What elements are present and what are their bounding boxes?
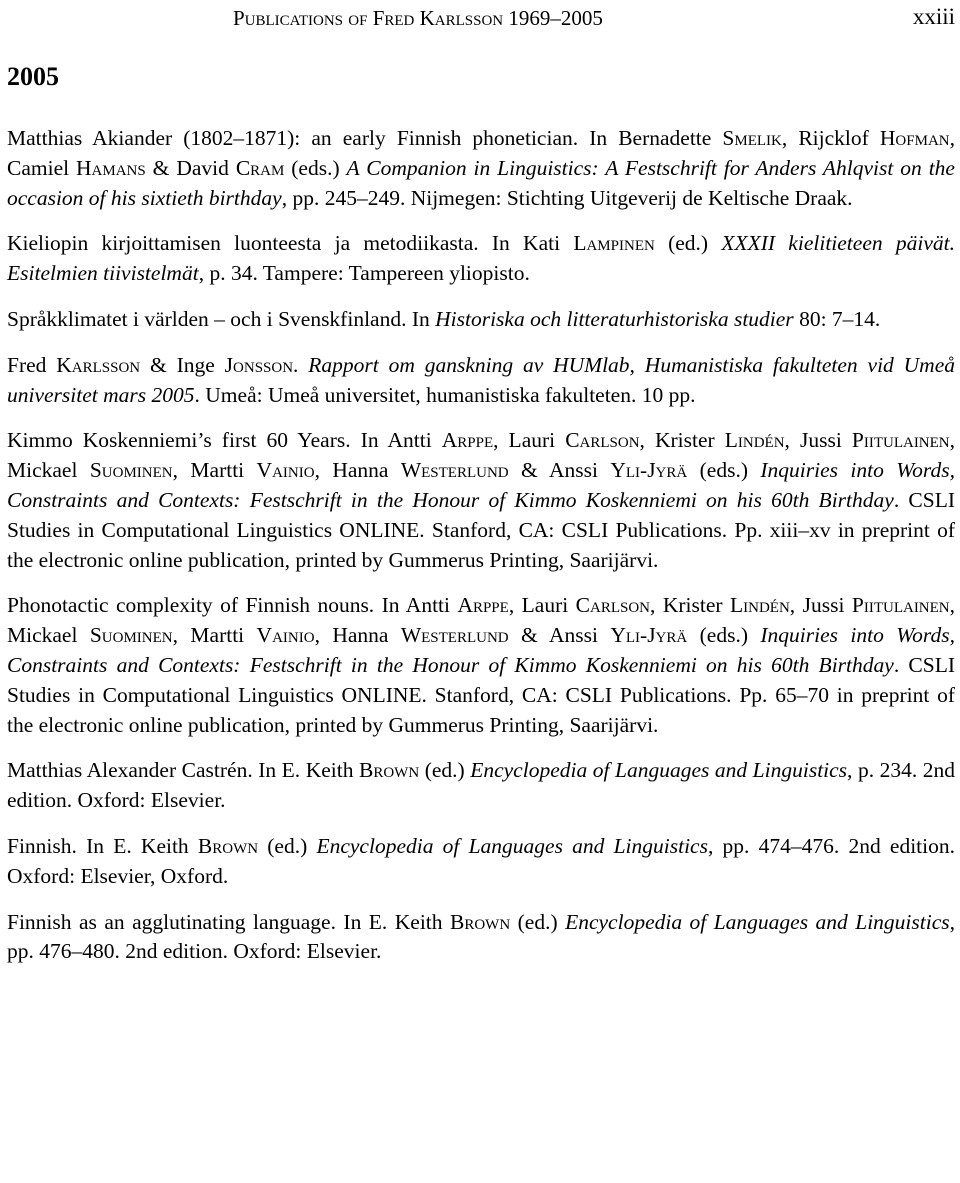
bibliography-entry-akiander — [7, 124, 955, 213]
entry-text: Kimmo Koskenniemi’s first 60 Years. In Antti — [7, 428, 442, 453]
bibliography-entry-sprakklimatet — [7, 305, 955, 335]
entry-text: , Mickael — [7, 428, 956, 483]
entry-title-italic: XXXII kielitieteen päivät. Esitelmien tiivistelmät — [7, 231, 955, 286]
entry-text: , Lauri — [493, 428, 566, 453]
author-surname: Hofman — [879, 126, 950, 150]
entry-text: (eds.) — [284, 155, 347, 180]
author-surname: Brown — [450, 909, 511, 934]
bibliography-entry-koskenniemi-60 — [7, 426, 955, 575]
author-surname: Arppe — [457, 593, 509, 618]
entry-text: , p. 234. 2nd edition. Oxford: Elsevier. — [7, 758, 956, 813]
entry-title-italic: Historiska och litteraturhistoriska studier — [435, 306, 794, 331]
entry-text: Matthias Akiander (1802–1871): an early Finnish phonetician. In Bernadette — [7, 126, 723, 150]
entry-text: , Rijcklof — [781, 126, 880, 150]
entry-text: . CSLI Studies in Computational Linguistics ONLINE. Stanford, CA: CSLI Publications. Pp. xiii–xv in preprint of the electronic online publication, printed by Gummerus Printing, Saarijärvi. — [7, 487, 956, 572]
author-surname: Carlson — [575, 593, 651, 618]
author-surname: Lampinen — [573, 231, 655, 256]
bibliography-entry-humlab — [7, 351, 955, 411]
author-surname: Lindén — [724, 428, 785, 453]
author-surname: Lindén — [729, 593, 790, 618]
entry-text: , Krister — [650, 593, 730, 618]
bibliography-entry-kieliopin — [7, 229, 955, 289]
entry-text: (ed.) — [258, 833, 317, 858]
bibliography-entry-finnish — [7, 832, 955, 892]
bibliography-entry-phonotactic — [7, 591, 955, 740]
entry-text: , pp. 476–480. 2nd edition. Oxford: Elsevier. — [7, 909, 955, 964]
author-surname: Vainio — [256, 623, 315, 648]
author-surname: Westerlund — [400, 458, 509, 483]
entry-text: , Jussi — [789, 593, 852, 618]
running-header-title: Publications of Fred Karlsson 1969–2005 — [233, 6, 603, 30]
bibliography-entry-castren — [7, 756, 955, 816]
entry-text: & Anssi — [508, 458, 611, 483]
entry-text: , Hanna — [314, 623, 401, 648]
entry-title-italic: Rapport om ganskning av HUMlab, Humanistiska fakulteten vid Umeå universitet mars 2005 — [7, 352, 955, 407]
entry-text: Språkklimatet i världen – och i Svenskfinland. In — [7, 306, 436, 331]
entry-text: Phonotactic complexity of Finnish nouns. In Antti — [7, 593, 458, 618]
entry-text: , Hanna — [314, 458, 401, 483]
entry-title-italic: Encyclopedia of Languages and Linguistics — [316, 833, 708, 858]
author-surname: Cram — [235, 155, 285, 180]
author-surname: Westerlund — [400, 623, 509, 648]
author-surname: Vainio — [256, 458, 315, 483]
entry-text: , Jussi — [784, 428, 852, 453]
entry-title-italic: Encyclopedia of Languages and Linguistics — [565, 909, 950, 934]
entry-text: , Martti — [172, 458, 257, 483]
entry-title-italic: Inquiries into Words, Constraints and Contexts: Festschrift in the Honour of Kimmo Koskenniemi on his 60th Birthday — [7, 623, 955, 677]
entry-text: , Martti — [172, 623, 257, 648]
entry-text: , Krister — [639, 428, 725, 453]
entry-text: , Mickael — [7, 593, 956, 648]
entry-text: . CSLI Studies in Computational Linguistics ONLINE. Stanford, CA: CSLI Publications. Pp. 65–70 in preprint of the electronic online publication, printed by Gummerus Printing, Saarijärvi. — [7, 652, 956, 737]
author-surname: Smelik — [722, 126, 782, 150]
author-surname: Suominen — [89, 458, 173, 483]
entry-text: & David — [145, 155, 236, 180]
entry-text: (eds.) — [687, 458, 761, 483]
author-surname: Jonsson — [224, 352, 294, 377]
entry-text: , Camiel — [7, 126, 955, 180]
entry-text: 80: 7–14. — [793, 306, 881, 331]
entry-text: & Anssi — [508, 623, 611, 648]
section-year-heading: 2005 — [7, 62, 59, 91]
author-surname: Yli-Jyrä — [610, 623, 688, 648]
entry-text: (ed.) — [419, 758, 471, 783]
bibliography-list — [7, 124, 955, 983]
entry-text: Finnish as an agglutinating language. In E. Keith — [7, 909, 450, 934]
author-surname: Karlsson — [56, 352, 141, 377]
entry-text: Finnish. In E. Keith — [7, 833, 198, 858]
page-number: xxiii — [912, 4, 955, 29]
entry-text: , p. 34. Tampere: Tampereen yliopisto. — [198, 261, 530, 286]
entry-text: (ed.) — [654, 231, 722, 256]
author-surname: Carlson — [565, 428, 640, 453]
author-surname: Hamans — [76, 155, 146, 180]
author-surname: Brown — [359, 758, 420, 783]
author-surname: Yli-Jyrä — [610, 458, 688, 483]
entry-text: & Inge — [140, 352, 225, 377]
entry-text: Fred — [7, 352, 57, 377]
entry-title-italic: Encyclopedia of Languages and Linguistics — [470, 758, 848, 783]
entry-text: , Lauri — [508, 593, 576, 618]
entry-text: (eds.) — [687, 623, 761, 648]
bibliography-entry-agglutinating — [7, 908, 955, 968]
entry-title-italic: Inquiries into Words, Constraints and Contexts: Festschrift in the Honour of Kimmo Koskenniemi on his 60th Birthday — [7, 458, 955, 512]
entry-text: , pp. 474–476. 2nd edition. Oxford: Elsevier, Oxford. — [7, 833, 955, 888]
entry-text: . Umeå: Umeå universitet, humanistiska fakulteten. 10 pp. — [194, 382, 696, 407]
author-surname: Piitulainen — [851, 593, 950, 618]
entry-text: Matthias Alexander Castrén. In E. Keith — [7, 758, 359, 783]
entry-text: Kieliopin kirjoittamisen luonteesta ja metodiikasta. In Kati — [7, 231, 574, 256]
author-surname: Arppe — [441, 428, 494, 453]
entry-text: (ed.) — [510, 909, 566, 934]
author-surname: Brown — [197, 833, 259, 858]
author-surname: Piitulainen — [851, 428, 950, 453]
author-surname: Suominen — [89, 623, 173, 648]
entry-text: . — [293, 352, 309, 377]
entry-title-italic: A Companion in Linguistics: A Festschrift for Anders Ahlqvist on the occasion of his sixtieth birthday — [7, 155, 955, 210]
entry-text: , pp. 245–249. Nijmegen: Stichting Uitgeverij de Keltische Draak. — [281, 185, 853, 210]
